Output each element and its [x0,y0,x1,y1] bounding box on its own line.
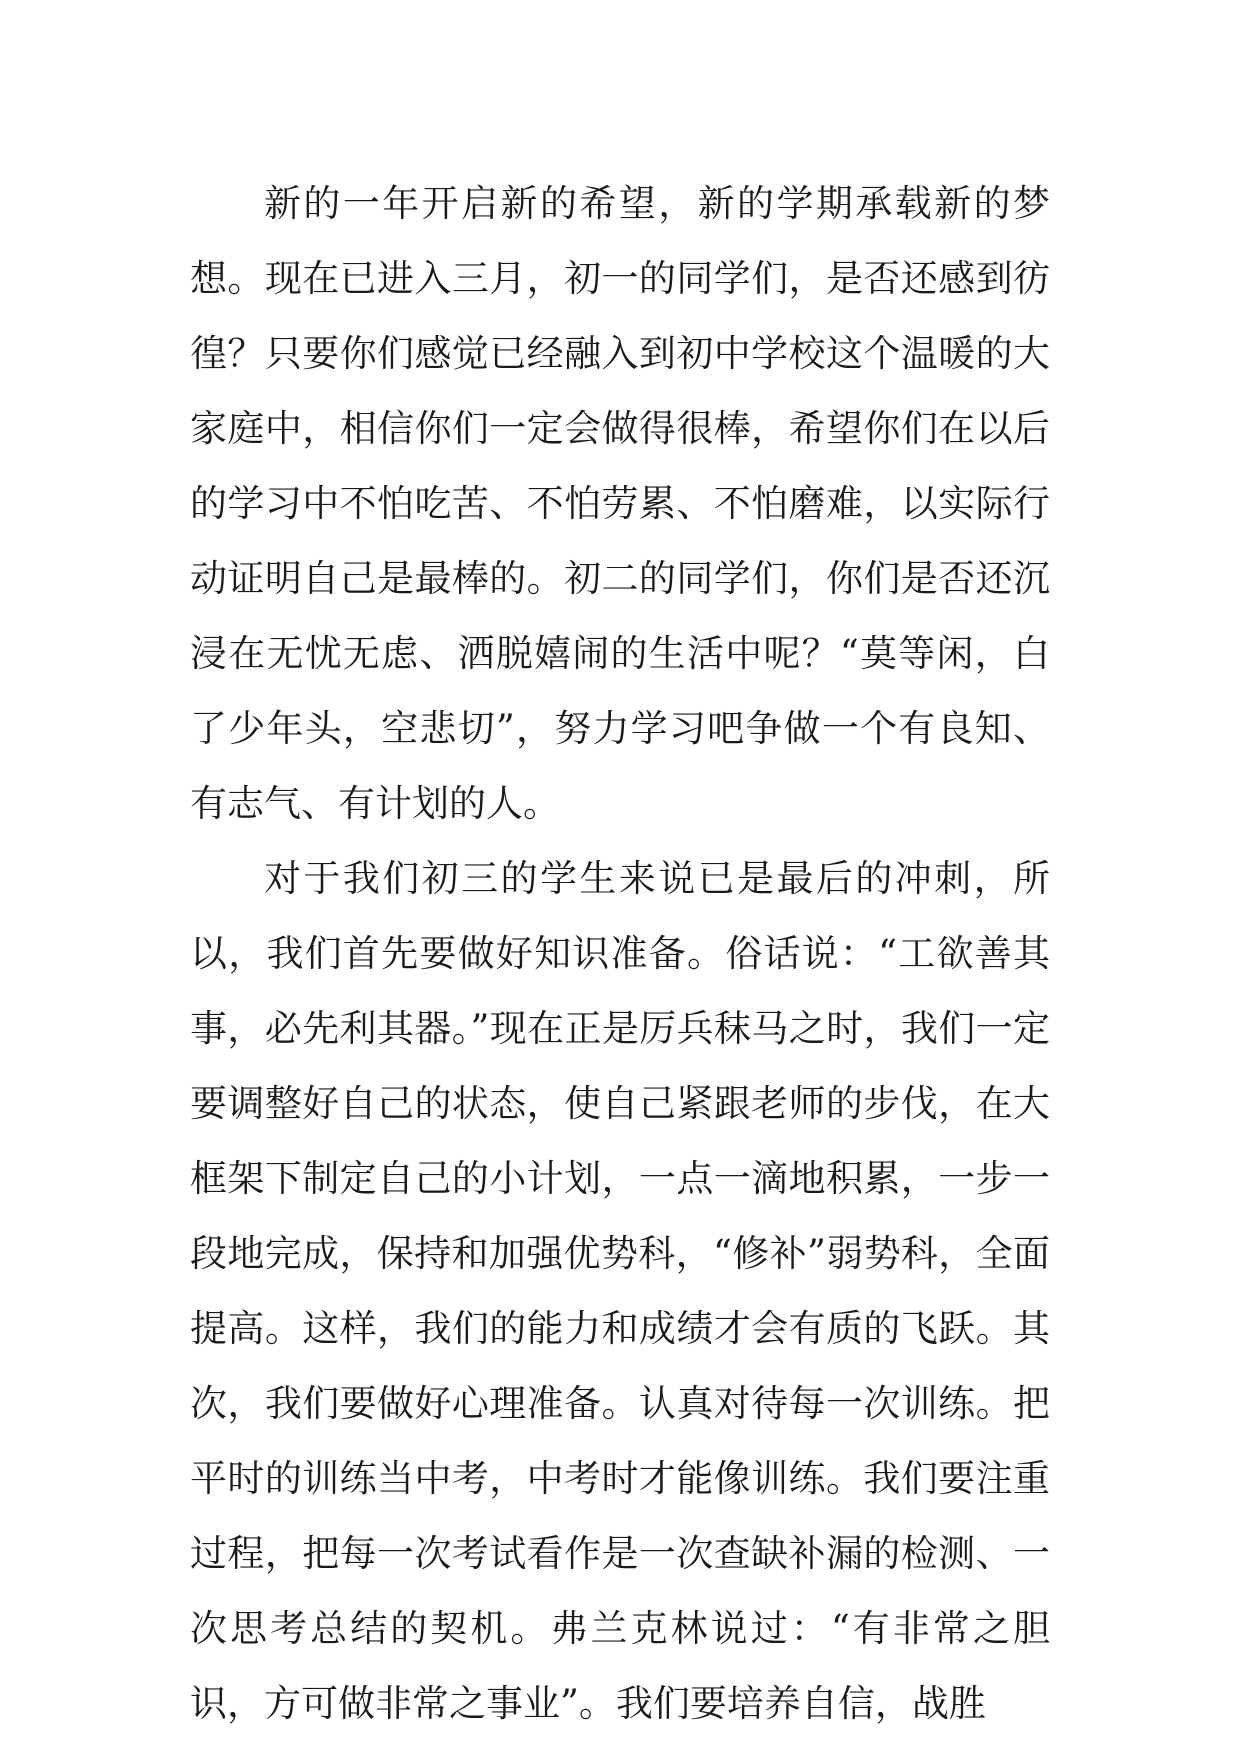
paragraph-1: 新的一年开启新的希望，新的学期承载新的梦想。现在已进入三月，初一的同学们，是否还感到彷徨？只要你们感觉已经融入到初中学校这个温暖的大家庭中，相信你们一定会做得很棒，希望你们在以后的学习中不怕吃苦、不怕劳累、不怕磨难，以实际行动证明自己是最棒的。初二的同学们，你们是否还沉浸在无忧无虑、洒脱嬉闹的生活中呢？“莫等闲，白了少年头，空悲切”，努力学习吧争做一个有良知、有志气、有计划的人。 [190,182,1050,825]
paragraph-2: 对于我们初三的学生来说已是最后的冲刺，所以，我们首先要做好知识准备。俗话说：“工欲善其事，必先利其器。”现在正是厉兵秣马之时，我们一定要调整好自己的状态，使自己紧跟老师的步伐，在大框架下制定自己的小计划，一点一滴地积累，一步一段地完成，保持和加强优势科，“修补”弱势科，全面提高。这样，我们的能力和成绩才会有质的飞跃。其次，我们要做好心理准备。认真对待每一次训练。把平时的训练当中考，中考时才能像训练。我们要注重过程，把每一次考试看作是一次查缺补漏的检测、一次思考总结的契机。弗兰克林说过：“有非常之胆识，方可做非常之事业”。我们要培养自信，战胜 [190,857,1050,1725]
document-body [190,166,1050,1741]
